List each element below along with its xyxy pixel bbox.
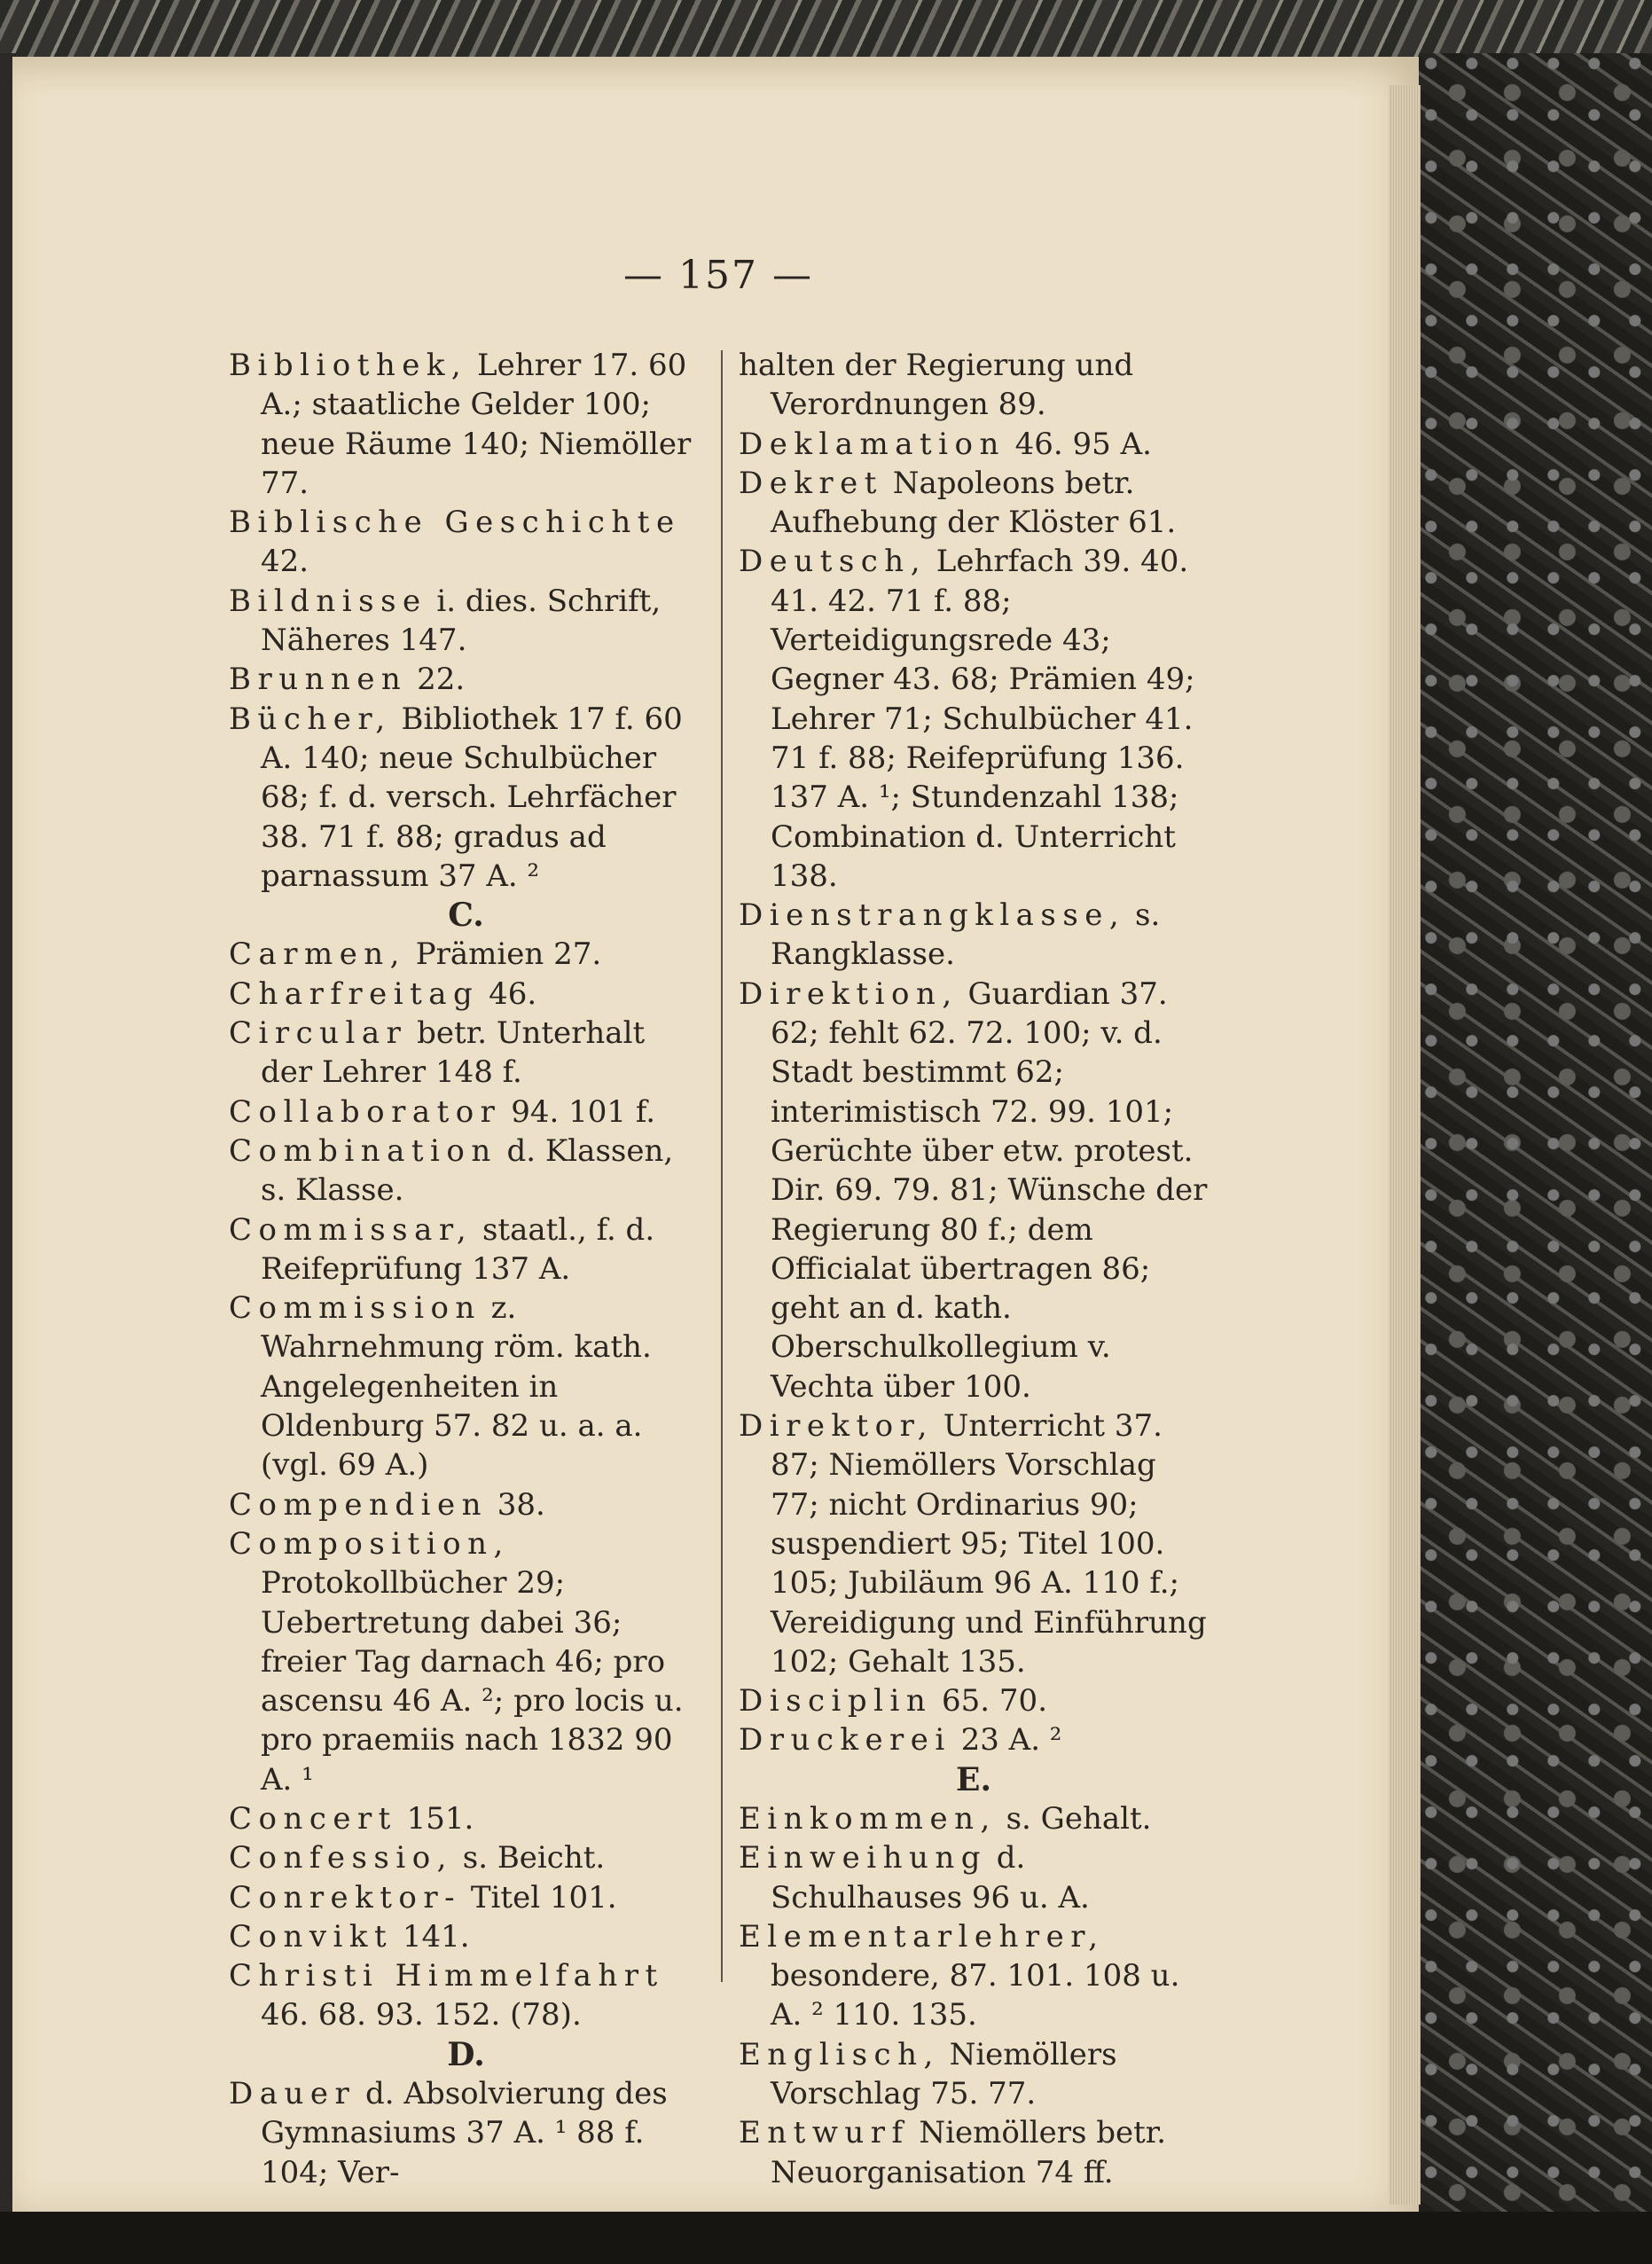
entry-heading: Direktor, xyxy=(739,1408,934,1445)
entry-heading: Commissar, xyxy=(229,1211,474,1248)
section-letter: D. xyxy=(447,2035,485,2073)
entry-references: Guardian 37. 62; fehlt 62. 72. 100; v. d. Stadt bestimmt 62; interimistisch 72. 99. 101; Gerüchte über etw. protest. Dir. 69. 79. 81; Wünsche der Regierung 80 f.; dem Officialat übertragen 86; geht an d. kath. Oberschulkollegium v. Vechta über 100. xyxy=(771,975,1208,1405)
entry-heading: Einweihung xyxy=(739,1840,987,1876)
entry-references: s. Rangklasse. xyxy=(771,897,1161,973)
entry-heading: Bücher, xyxy=(229,701,392,737)
entry-heading: Deutsch, xyxy=(739,544,927,580)
entry-references: d. Schulhauses 96 u. A. xyxy=(771,1840,1090,1915)
entry-references: i. dies. Schrift, Näheres 147. xyxy=(261,583,662,659)
entry-heading: Christi Himmelfahrt xyxy=(229,1958,664,1994)
entry-heading: Druckerei xyxy=(739,1722,951,1759)
index-entry xyxy=(739,975,1209,1406)
entry-references: Lehrfach 39. 40. 41. 42. 71 f. 88; Verteidigungsrede 43; Gegner 43. 68; Prämien 49; Lehrer 71; Schulbücher 41. 71 f. 88; Reifeprüfung 136. 137 A. ¹; Stundenzahl 138; Combination d. Unterricht 138. xyxy=(771,544,1195,894)
entry-references: s. Gehalt. xyxy=(1006,1800,1152,1837)
index-entry xyxy=(739,1720,1209,1759)
index-column-left xyxy=(229,346,703,2192)
index-entry xyxy=(739,2113,1209,2192)
entry-heading: Combination xyxy=(229,1132,497,1169)
page-edges xyxy=(1389,85,1421,2205)
entry-heading: Confessio, xyxy=(229,1840,453,1876)
entry-heading: Brunnen xyxy=(229,662,408,698)
entry-heading: Bibliothek, xyxy=(229,348,468,383)
index-entry xyxy=(739,425,1209,464)
entry-heading: Composition, xyxy=(229,1525,510,1562)
entry-references: staatl., f. d. Reifeprüfung 137 A. xyxy=(261,1211,655,1287)
index-entry xyxy=(229,582,703,661)
index-entry xyxy=(739,1917,1209,2035)
entry-heading: Charfreitag xyxy=(229,975,480,1012)
book-cover-right xyxy=(1419,53,1652,2264)
index-entry xyxy=(739,1838,1209,1917)
index-entry xyxy=(229,1485,703,1524)
entry-heading: Circular xyxy=(229,1015,408,1052)
entry-heading: Bildnisse xyxy=(229,583,427,619)
page-number: — 157 — xyxy=(623,253,813,298)
index-entry xyxy=(739,542,1209,896)
index-entry xyxy=(739,1799,1209,1838)
entry-references: Niemöllers Vorschlag 75. 77. xyxy=(771,2036,1117,2112)
index-entry xyxy=(229,1014,703,1093)
entry-references: 38. xyxy=(497,1486,545,1523)
entry-references: s. Beicht. xyxy=(462,1840,606,1876)
entry-references: Bibliothek 17 f. 60 A. 140; neue Schulbücher 68; f. d. versch. Lehrfächer 38. 71 f. 88; gradus ad parnassum 37 A. ² xyxy=(261,701,683,894)
entry-references: 46. 68. 93. 152. (78). xyxy=(261,1997,582,2033)
index-column-right xyxy=(739,346,1209,2192)
entry-heading: Disciplin xyxy=(739,1683,933,1720)
index-entry xyxy=(229,935,703,974)
entry-heading: Convikt xyxy=(229,1918,394,1955)
entry-references: z. Wahrnehmung röm. kath. Angelegenheiten in Oldenburg 57. 82 u. a. a. (vgl. 69 A.) xyxy=(261,1290,652,1484)
entry-references: 46. 95 A. xyxy=(1014,426,1152,462)
entry-heading: Dienstrangklasse, xyxy=(739,897,1126,934)
index-entry xyxy=(229,1878,703,1917)
index-entry xyxy=(229,1093,703,1132)
entry-heading: Deklamation xyxy=(739,426,1006,462)
entry-heading: Concert xyxy=(229,1800,397,1837)
entry-heading: Dauer xyxy=(229,2076,356,2112)
entry-references: 151. xyxy=(406,1800,474,1837)
index-entry xyxy=(229,975,703,1014)
entry-heading: Direktion, xyxy=(739,975,959,1012)
entry-references: Titel 101. xyxy=(470,1879,617,1915)
index-entry xyxy=(229,1917,703,1956)
entry-heading: Dekret xyxy=(739,465,883,501)
entry-heading: Entwurf xyxy=(739,2115,910,2151)
entry-references: 46. xyxy=(489,975,537,1012)
entry-references: 141. xyxy=(402,1918,470,1955)
entry-heading: Carmen, xyxy=(229,936,406,973)
entry-heading: Compendien xyxy=(229,1486,488,1523)
scan-bottom-strip xyxy=(0,2212,1652,2264)
entry-references: 42. xyxy=(261,544,309,580)
entry-references: d. Absolvierung des Gymnasiums 37 A. ¹ 88 f. 104; Ver- xyxy=(261,2076,668,2190)
index-entry xyxy=(739,464,1209,543)
entry-references: Napoleons betr. Aufhebung der Klöster 61. xyxy=(771,465,1177,541)
entry-references: Niemöllers betr. Neuorganisation 74 ff. xyxy=(771,2115,1167,2190)
entry-heading: Einkommen, xyxy=(739,1800,997,1837)
index-entry xyxy=(229,346,703,503)
index-entry xyxy=(739,346,1209,425)
entry-references: 94. 101 f. xyxy=(511,1093,655,1130)
index-entry xyxy=(229,1289,703,1485)
section-letter: C. xyxy=(448,897,484,935)
index-entry xyxy=(229,1799,703,1838)
index-entry xyxy=(229,1838,703,1877)
index-entry xyxy=(739,1406,1209,1681)
index-entry xyxy=(229,1524,703,1799)
entry-heading: Elementarlehrer, xyxy=(739,1918,1105,1955)
index-entry xyxy=(229,503,703,582)
entry-references: Protokollbücher 29; Uebertretung dabei 36; freier Tag darnach 46; pro ascensu 46 A. ²; pro locis u. pro praemiis nach 1832 90 A. ¹ xyxy=(261,1565,684,1798)
entry-references: 23 A. ² xyxy=(960,1722,1062,1759)
index-entry xyxy=(229,2074,703,2192)
entry-references: betr. Unterhalt der Lehrer 148 f. xyxy=(261,1015,646,1091)
entry-heading: Conrektor- xyxy=(229,1879,462,1915)
entry-heading: Biblische Geschichte xyxy=(229,505,681,541)
entry-references: Prämien 27. xyxy=(415,936,602,973)
entry-references: 22. xyxy=(417,662,466,698)
entry-heading: Commission xyxy=(229,1290,482,1327)
index-entry xyxy=(229,700,703,896)
entry-references: 65. 70. xyxy=(942,1683,1047,1720)
column-divider xyxy=(721,350,723,1982)
entry-references: besondere, 87. 101. 108 u. A. ² 110. 135. xyxy=(771,1958,1180,2033)
index-entry xyxy=(229,660,703,699)
entry-references: Lehrer 17. 60 A.; staatliche Gelder 100; neue Räume 140; Niemöller 77. xyxy=(261,348,692,501)
entry-references: d. Klassen, s. Klasse. xyxy=(261,1132,674,1209)
entry-references: halten der Regierung und Verordnungen 89. xyxy=(739,348,1134,423)
index-entry xyxy=(739,896,1209,975)
section-letter: E. xyxy=(956,1760,991,1798)
index-entry xyxy=(229,1210,703,1289)
index-entry xyxy=(739,1681,1209,1720)
entry-heading: Englisch, xyxy=(739,2036,940,2072)
index-entry xyxy=(229,1132,703,1210)
index-entry xyxy=(229,1956,703,2035)
entry-heading: Collaborator xyxy=(229,1093,502,1130)
index-entry xyxy=(739,2035,1209,2114)
entry-references: Unterricht 37. 87; Niemöllers Vorschlag 77; nicht Ordinarius 90; suspendiert 95; Titel 100. 105; Jubiläum 96 A. 110 f.; Vereidigung und Einführung 102; Gehalt 135. xyxy=(771,1408,1207,1680)
